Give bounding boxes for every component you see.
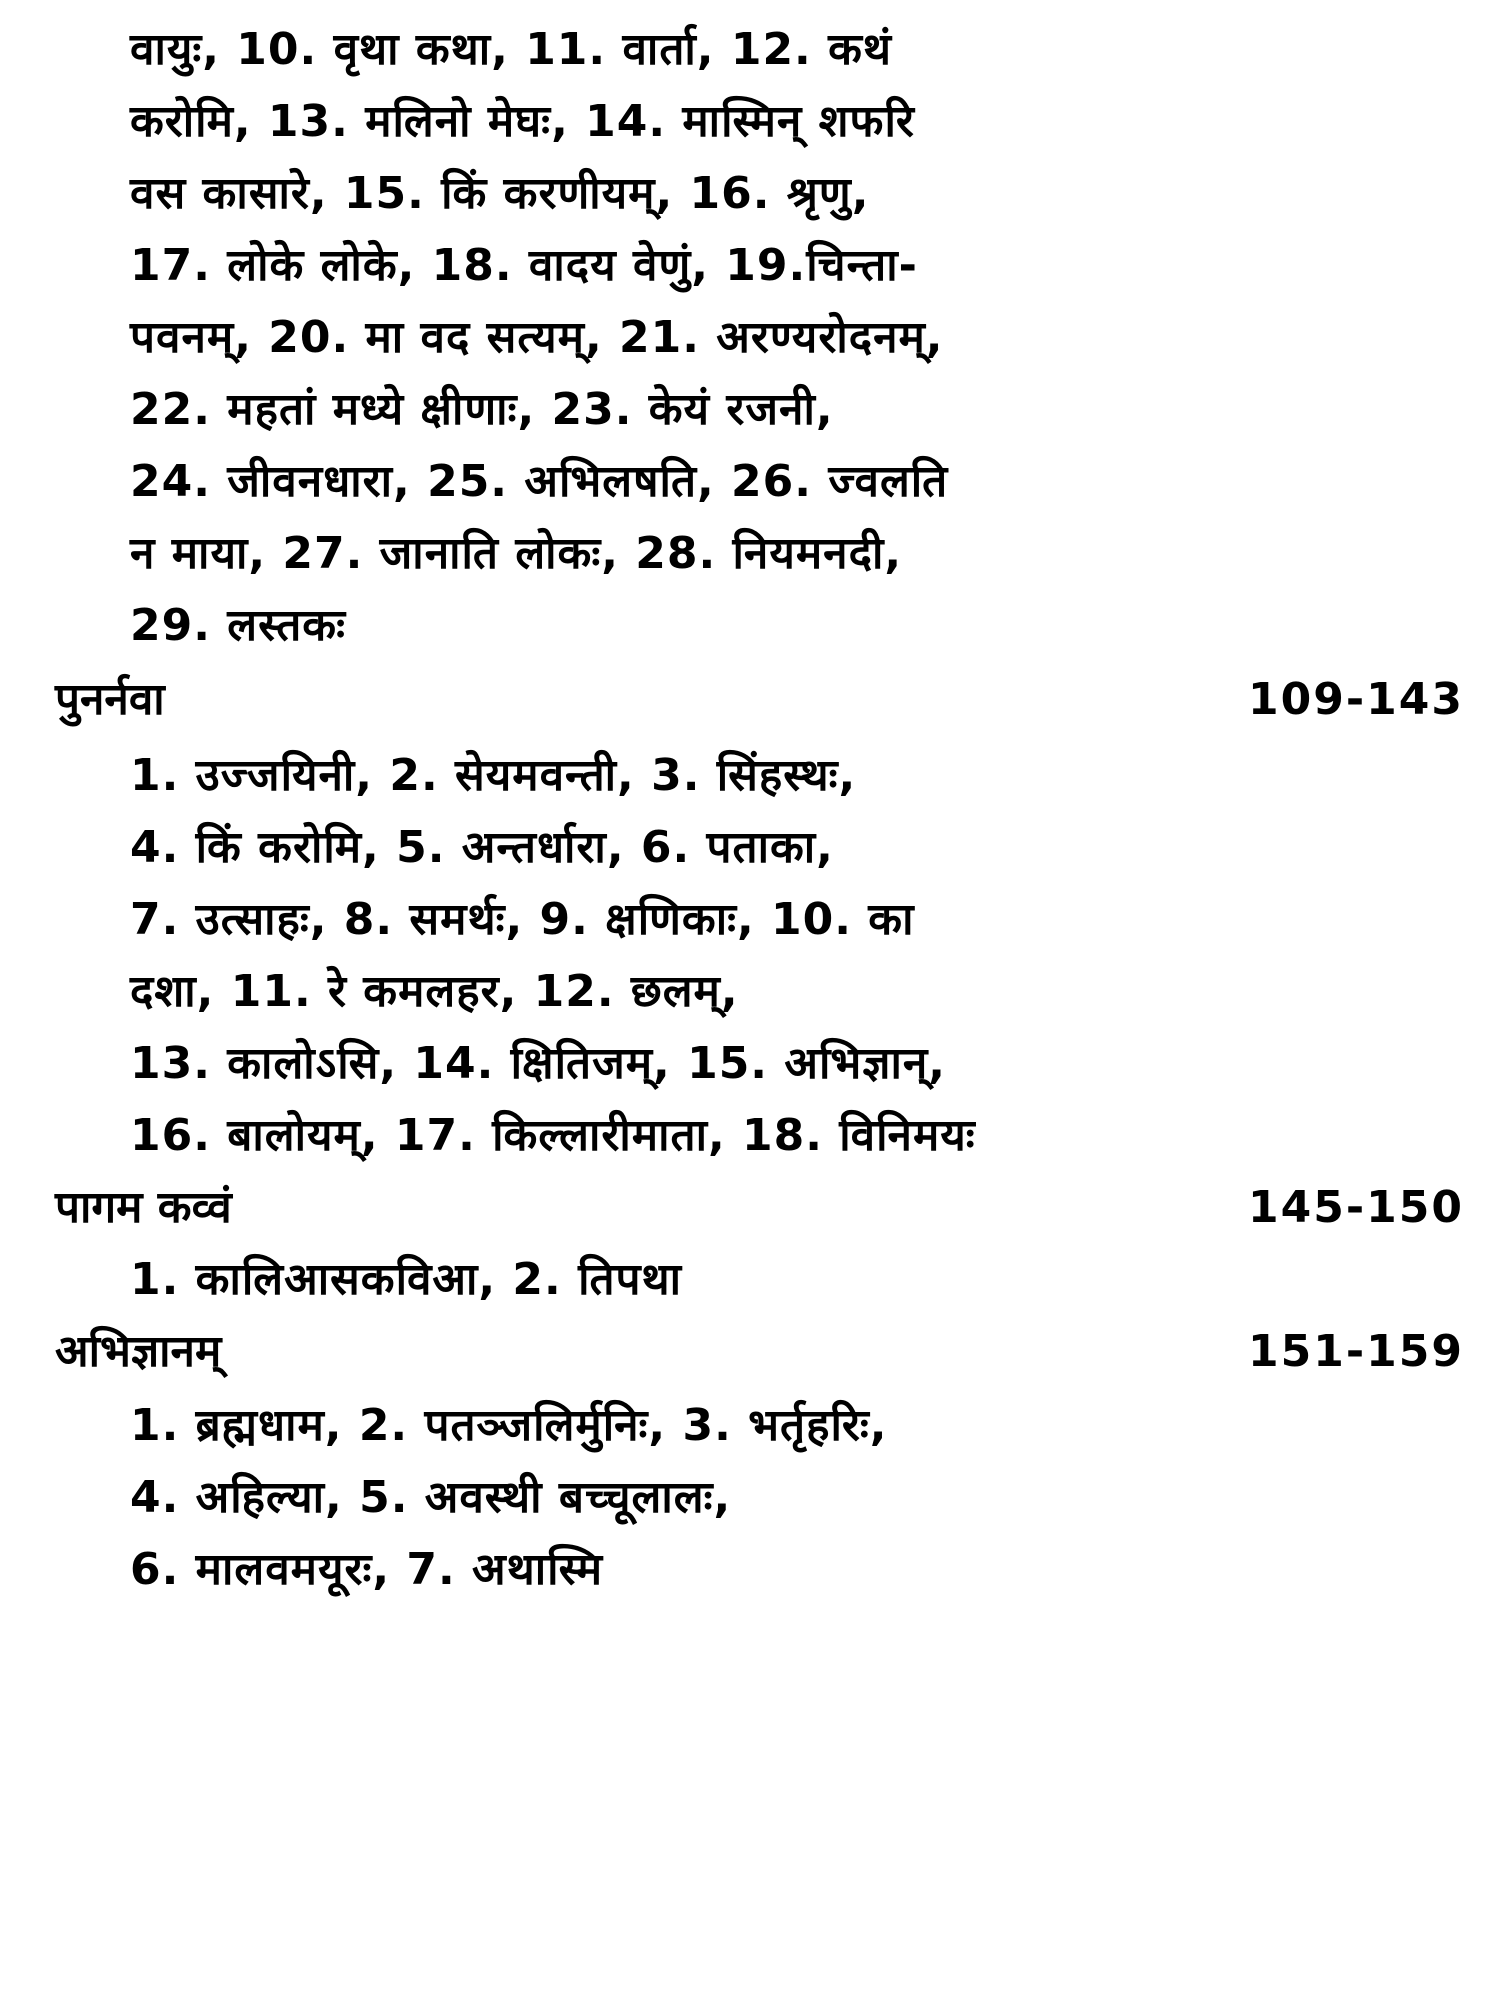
toc-line: दशा, 11. रे कमलहर, 12. छलम्, [130,966,739,1017]
toc-line: करोमि, 13. मलिनो मेघः, 14. मास्मिन् शफरि [130,96,915,147]
toc-line: 13. कालोऽसि, 14. क्षितिजम्, 15. अभिज्ञान्, [130,1038,947,1089]
toc-line: वस कासारे, 15. किं करणीयम्, 16. श्रृणु, [130,168,870,219]
section-page-range: 145-150 [1248,1182,1464,1233]
section-title: अभिज्ञानम् [55,1326,222,1377]
section-page-range: 109-143 [1248,674,1464,725]
toc-line: पवनम्, 20. मा वद सत्यम्, 21. अरण्यरोदनम्, [130,312,944,363]
section-title: पागम कव्वं [55,1182,232,1233]
section-title: पुनर्नवा [55,674,165,725]
toc-line: 1. कालिआसकविआ, 2. तिपथा [130,1254,683,1305]
toc-line: 22. महतां मध्ये क्षीणाः, 23. केयं रजनी, [130,384,834,435]
toc-line: 7. उत्साहः, 8. समर्थः, 9. क्षणिकाः, 10. का [130,894,915,945]
toc-line: 16. बालोयम्, 17. किल्लारीमाता, 18. विनिमयः [130,1110,976,1161]
toc-line: 4. किं करोमि, 5. अन्तर्धारा, 6. पताका, [130,822,834,873]
section-page-range: 151-159 [1248,1326,1464,1377]
toc-line: न माया, 27. जानाति लोकः, 28. नियमनदी, [130,528,903,579]
toc-line: वायुः, 10. वृथा कथा, 11. वार्ता, 12. कथं [130,24,893,75]
toc-line: 17. लोके लोके, 18. वादय वेणुं, 19.चिन्ता- [130,240,918,291]
toc-line: 1. ब्रह्मधाम, 2. पतञ्जलिर्मुनिः, 3. भर्तृहरिः, [130,1400,888,1451]
toc-line: 24. जीवनधारा, 25. अभिलषति, 26. ज्वलति [130,456,949,507]
toc-line: 1. उज्जयिनी, 2. सेयमवन्ती, 3. सिंहस्थः, [130,750,857,801]
toc-line: 6. मालवमयूरः, 7. अथास्मि [130,1544,604,1595]
toc-line: 4. अहिल्या, 5. अवस्थी बच्चूलालः, [130,1472,732,1523]
toc-line: 29. लस्तकः [130,600,346,651]
